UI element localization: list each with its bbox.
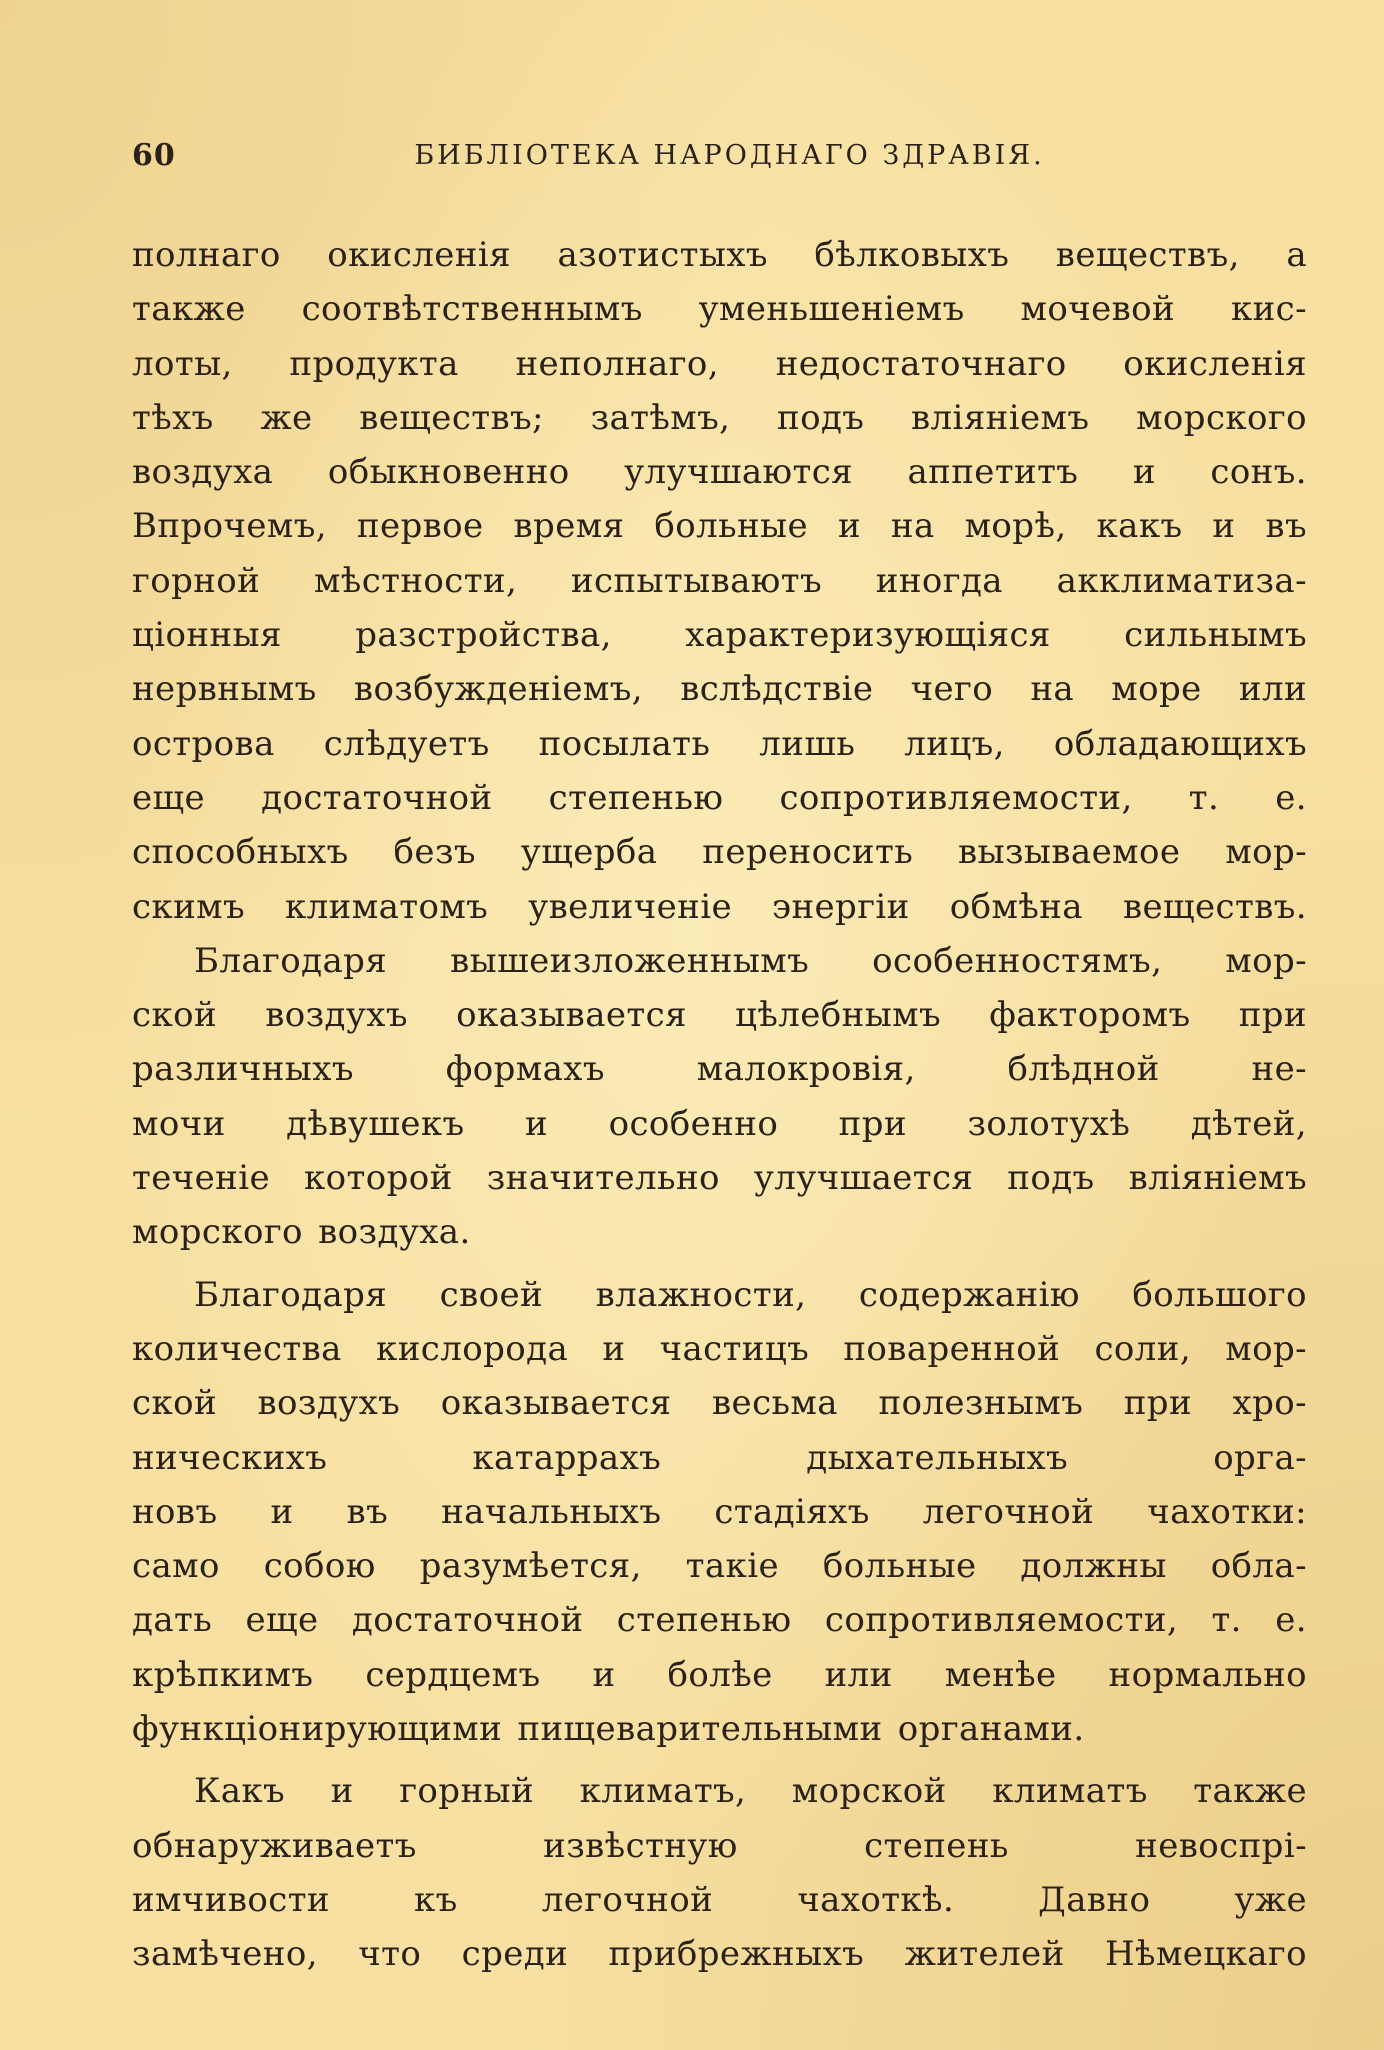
text-line: тѣхъ же веществъ; затѣмъ, подъ вліяніемъ морского (132, 397, 1307, 438)
text-line: различныхъ формахъ малокровія, блѣдной не- (132, 1049, 1307, 1090)
paragraph-2 (132, 934, 1307, 1260)
text-line: крѣпкимъ сердцемъ и болѣе или менѣе нормально (132, 1654, 1307, 1695)
text-line: обнаруживаетъ извѣстную степень невоспрі- (132, 1825, 1307, 1866)
text-line: само собою разумѣется, такіе больные должны обла- (132, 1546, 1307, 1587)
text-line: мочи дѣвушекъ и особенно при золотухѣ дѣтей, (132, 1103, 1307, 1144)
paragraph-4 (132, 1764, 1307, 1981)
text-line: лоты, продукта неполнаго, недостаточнаго окисленія (132, 343, 1307, 384)
text-line: замѣчено, что среди прибрежныхъ жителей Нѣмецкаго (132, 1934, 1307, 1975)
text-line: Благодаря своей влажности, содержанію большого (194, 1274, 1307, 1315)
text-line: Какъ и горный климатъ, морской климатъ также (194, 1771, 1307, 1812)
text-line: ской воздухъ оказывается цѣлебнымъ факторомъ при (132, 995, 1307, 1036)
text-line: способныхъ безъ ущерба переносить вызываемое мор- (132, 832, 1307, 873)
paragraph-3 (132, 1268, 1307, 1757)
text-line: ской воздухъ оказывается весьма полезнымъ при хро- (132, 1383, 1307, 1424)
text-line: имчивости къ легочной чахоткѣ. Давно уже (132, 1879, 1307, 1920)
text-line: функціонирующими пищеварительными органами. (132, 1709, 1085, 1750)
text-line: скимъ климатомъ увеличеніе энергіи обмѣна веществъ. (132, 886, 1307, 927)
text-line: нервнымъ возбужденіемъ, вслѣдствіе чего на море или (132, 669, 1307, 710)
text-line: Благодаря вышеизложеннымъ особенностямъ, мор- (194, 940, 1307, 981)
page-number: 60 (132, 138, 176, 173)
header-title: БИБЛІОТЕКА НАРОДНАГО ЗДРАВІЯ. (414, 140, 1045, 171)
text-line: еще достаточной степенью сопротивляемости, т. е. (132, 777, 1307, 818)
text-line: горной мѣстности, испытываютъ иногда акклиматиза- (132, 560, 1307, 601)
running-head (132, 138, 1307, 178)
text-line: ническихъ катаррахъ дыхательныхъ орга- (132, 1437, 1307, 1478)
text-line: морского воздуха. (132, 1212, 471, 1253)
paragraph-1 (132, 228, 1307, 934)
body-text (132, 228, 1307, 1982)
text-line: острова слѣдуетъ посылать лишь лицъ, обладающихъ (132, 723, 1307, 764)
text-line: дать еще достаточной степенью сопротивляемости, т. е. (132, 1600, 1307, 1641)
text-line: Впрочемъ, первое время больные и на морѣ, какъ и въ (132, 506, 1307, 547)
text-line: воздуха обыкновенно улучшаются аппетитъ и сонъ. (132, 452, 1307, 493)
text-line: новъ и въ начальныхъ стадіяхъ легочной чахотки: (132, 1491, 1307, 1532)
text-line: количества кислорода и частицъ поваренной соли, мор- (132, 1328, 1307, 1369)
text-line: ціонныя разстройства, характеризующіяся сильнымъ (132, 615, 1307, 656)
text-line: полнаго окисленія азотистыхъ бѣлковыхъ веществъ, а (132, 235, 1307, 275)
text-line: также соотвѣтственнымъ уменьшеніемъ мочевой кис- (132, 289, 1307, 330)
text-line: теченіе которой значительно улучшается подъ вліяніемъ (132, 1158, 1307, 1199)
